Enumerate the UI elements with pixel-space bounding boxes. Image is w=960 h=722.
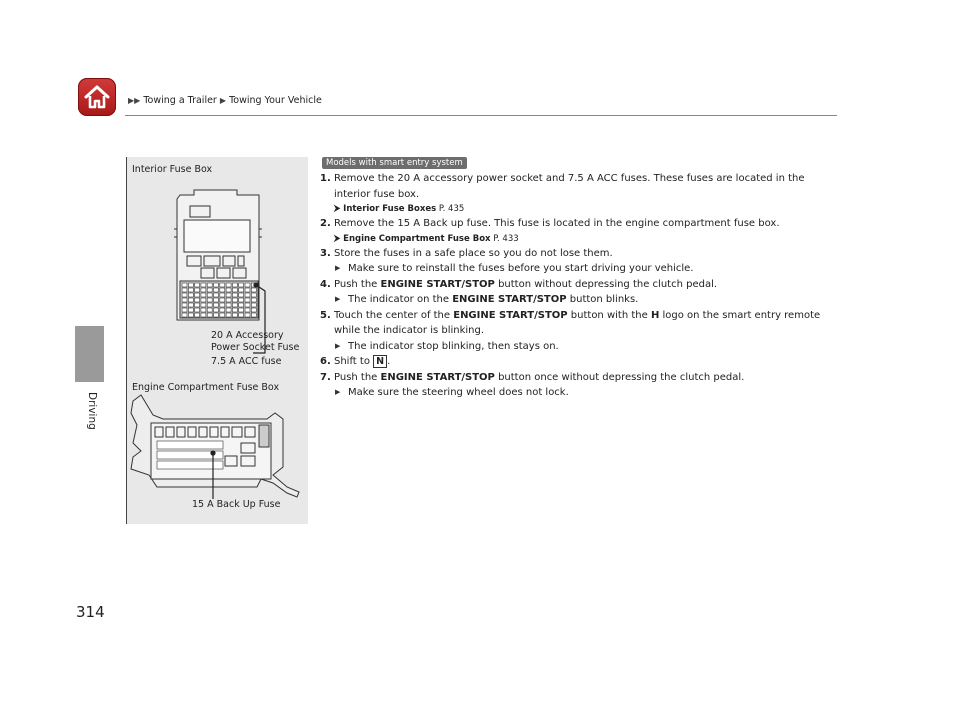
fuse-slot bbox=[239, 293, 244, 297]
cross-reference[interactable] bbox=[320, 202, 840, 216]
fuse-slot bbox=[201, 308, 206, 312]
step-note: ▶ Make sure to reinstall the fuses before you start driving your vehicle. bbox=[334, 261, 840, 277]
fuse-slot bbox=[182, 288, 187, 292]
fuse-slot bbox=[182, 308, 187, 312]
step-number: 1. bbox=[320, 173, 331, 184]
fuse-slot bbox=[245, 303, 250, 307]
fuse-slot bbox=[207, 303, 212, 307]
engine-fuse-box-title: Engine Compartment Fuse Box bbox=[132, 382, 280, 393]
fuse-slot bbox=[245, 283, 250, 287]
step-number: 3. bbox=[320, 247, 331, 259]
fuse-slot bbox=[207, 313, 212, 317]
fuse-slot bbox=[182, 298, 187, 302]
fuse-slot bbox=[226, 288, 231, 292]
step-text: Remove the 15 A Back up fuse. This fuse is located in the engine compartment fuse box. bbox=[334, 218, 780, 229]
fuse-slot bbox=[207, 283, 212, 287]
fuse-slot bbox=[201, 293, 206, 297]
instruction-steps bbox=[320, 171, 840, 401]
back-up-fuse-callout: 15 A Back Up Fuse bbox=[192, 499, 281, 510]
fuse-slot bbox=[214, 293, 219, 297]
fuse-slot bbox=[220, 303, 225, 307]
fuse-slot bbox=[182, 283, 187, 287]
fuse-box-figure bbox=[126, 157, 308, 524]
fuse-slot bbox=[239, 308, 244, 312]
step-note: ▶ The indicator stop blinking, then stays on. bbox=[334, 339, 840, 355]
breadcrumb-item-towing-vehicle[interactable]: Towing Your Vehicle bbox=[229, 95, 322, 106]
step-text: Store the fuses in a safe place so you do not lose them. bbox=[334, 247, 613, 259]
fuse-slot bbox=[251, 293, 256, 297]
fuse-slot bbox=[188, 308, 193, 312]
fuse-slot bbox=[188, 288, 193, 292]
fuse-slot bbox=[188, 303, 193, 307]
step-note bbox=[334, 292, 840, 308]
fuse-slot bbox=[251, 308, 256, 312]
step-text-post: button once without depressing the clutch pedal. bbox=[494, 371, 745, 383]
step-number: 4. bbox=[320, 278, 331, 290]
step-text-pre: Touch the center of the bbox=[334, 309, 454, 321]
fuse-slot bbox=[214, 308, 219, 312]
home-button[interactable] bbox=[78, 78, 116, 116]
model-badge: Models with smart entry system bbox=[322, 157, 467, 169]
breadcrumb-arrow-icon: ▶ bbox=[219, 96, 227, 105]
fuse-slot bbox=[182, 303, 187, 307]
fuse-slot bbox=[245, 288, 250, 292]
section-label: Driving bbox=[86, 392, 98, 430]
fuse-slot bbox=[214, 283, 219, 287]
step-number: 2. bbox=[320, 218, 331, 229]
fuse-slot bbox=[239, 283, 244, 287]
fuse-slot bbox=[232, 313, 237, 317]
breadcrumb bbox=[128, 95, 322, 106]
fuse-slot bbox=[188, 283, 193, 287]
fuse-slot bbox=[188, 313, 193, 317]
step-note: ▶ Make sure the steering wheel does not lock. bbox=[334, 385, 840, 401]
fuse-slot bbox=[226, 293, 231, 297]
fuse-slot bbox=[226, 298, 231, 302]
fuse-slot bbox=[251, 303, 256, 307]
fuse-slot bbox=[207, 298, 212, 302]
fuse-slot bbox=[220, 288, 225, 292]
fuse-slot bbox=[232, 283, 237, 287]
fuse-slot bbox=[201, 313, 206, 317]
step-text-pre: Shift to bbox=[334, 356, 374, 367]
step-text-post: logo on the smart entry remote while the indicator is blinking. bbox=[334, 309, 821, 336]
section-tab[interactable] bbox=[75, 326, 104, 382]
fuse-slot bbox=[182, 293, 187, 297]
fuse-slot bbox=[220, 308, 225, 312]
fuse-slot bbox=[214, 288, 219, 292]
fuse-slot bbox=[232, 298, 237, 302]
step-number: 5. bbox=[320, 309, 331, 321]
interior-fuse-box-title: Interior Fuse Box bbox=[132, 164, 213, 175]
step-text: Remove the 20 A accessory power socket and 7.5 A ACC fuses. These fuses are located in the interior fuse box. bbox=[334, 173, 805, 200]
fuse-slot bbox=[201, 303, 206, 307]
note-text-pre: The indicator on the bbox=[348, 294, 453, 305]
fuse-slot bbox=[201, 288, 206, 292]
fuse-slot bbox=[232, 303, 237, 307]
step-3 bbox=[320, 246, 840, 277]
page-number: 314 bbox=[76, 603, 105, 621]
fuse-slot bbox=[195, 298, 200, 302]
fuse-slot bbox=[245, 293, 250, 297]
fuse-slot bbox=[251, 298, 256, 302]
step-text-pre: Push the bbox=[334, 278, 381, 290]
fuse-slot bbox=[195, 293, 200, 297]
fuse-slot bbox=[239, 303, 244, 307]
fuse-slot bbox=[214, 313, 219, 317]
fuse-slot bbox=[245, 313, 250, 317]
home-icon bbox=[78, 78, 116, 116]
fuse-slot bbox=[245, 298, 250, 302]
reference-label[interactable]: Engine Compartment Fuse Box bbox=[343, 233, 491, 244]
fuse-slot bbox=[207, 293, 212, 297]
step-number: 6. bbox=[320, 356, 331, 367]
fuse-slot bbox=[195, 283, 200, 287]
fuse-slot bbox=[188, 298, 193, 302]
fuse-slot bbox=[207, 288, 212, 292]
fuse-slot bbox=[226, 308, 231, 312]
fuse-slot bbox=[245, 308, 250, 312]
fuse-slot bbox=[195, 308, 200, 312]
fuse-slot bbox=[226, 283, 231, 287]
fuse-slot bbox=[195, 313, 200, 317]
header-divider bbox=[125, 115, 837, 116]
reference-page[interactable]: P. 433 bbox=[493, 233, 519, 244]
fuse-slot bbox=[182, 313, 187, 317]
note-text-post: button blinks. bbox=[566, 294, 639, 305]
step-6 bbox=[320, 354, 840, 370]
fuse-slot bbox=[201, 283, 206, 287]
reference-page[interactable]: P. 435 bbox=[438, 204, 465, 214]
step-text-mid: button with the bbox=[567, 309, 651, 321]
button-name: ENGINE START/STOP bbox=[453, 309, 568, 321]
step-7 bbox=[320, 370, 840, 401]
step-1 bbox=[320, 171, 840, 202]
gear-neutral-key: N bbox=[373, 355, 387, 368]
fuse-slot bbox=[201, 298, 206, 302]
fuse-slot bbox=[251, 313, 256, 317]
fuse-slot bbox=[239, 298, 244, 302]
step-5 bbox=[320, 308, 840, 355]
button-name: ENGINE START/STOP bbox=[380, 278, 495, 290]
button-name: ENGINE START/STOP bbox=[452, 294, 567, 305]
fuse-slot bbox=[239, 288, 244, 292]
fuse-slot bbox=[232, 308, 237, 312]
logo-letter: H bbox=[650, 309, 660, 321]
fuse-slot bbox=[195, 288, 200, 292]
fuse-slot bbox=[232, 293, 237, 297]
fuse-slot bbox=[251, 288, 256, 292]
fuse-slot bbox=[207, 308, 212, 312]
step-text-pre: Push the bbox=[334, 371, 381, 383]
breadcrumb-arrow-icon: ▶▶ bbox=[128, 96, 141, 105]
fuse-slot bbox=[226, 303, 231, 307]
acc-fuse-callout: 7.5 A ACC fuse bbox=[211, 356, 282, 367]
step-text-post: button without depressing the clutch pedal. bbox=[494, 278, 718, 290]
fuse-slot bbox=[226, 313, 231, 317]
step-4 bbox=[320, 277, 840, 308]
step-number: 7. bbox=[320, 371, 331, 383]
fuse-slot bbox=[188, 293, 193, 297]
fuse-slot bbox=[214, 303, 219, 307]
step-text-post: . bbox=[387, 356, 391, 367]
accessory-fuse-callout: 20 A Accessory bbox=[211, 330, 284, 341]
reference-arrow-icon: ⮞ bbox=[334, 233, 341, 244]
fuse-slot bbox=[214, 298, 219, 302]
cross-reference[interactable] bbox=[320, 232, 840, 246]
breadcrumb-item-towing-trailer[interactable]: Towing a Trailer bbox=[143, 95, 217, 106]
fuse-slot bbox=[220, 283, 225, 287]
step-2 bbox=[320, 216, 840, 232]
fuse-slot bbox=[220, 313, 225, 317]
reference-arrow-icon: ⮞ bbox=[334, 204, 341, 214]
fuse-slot bbox=[195, 303, 200, 307]
power-socket-fuse-callout: Power Socket Fuse bbox=[211, 342, 300, 353]
fuse-slot bbox=[220, 293, 225, 297]
fuse-slot bbox=[232, 288, 237, 292]
reference-label[interactable]: Interior Fuse Boxes bbox=[343, 204, 437, 214]
fuse-slot bbox=[220, 298, 225, 302]
button-name: ENGINE START/STOP bbox=[380, 371, 495, 383]
fuse-slot bbox=[239, 313, 244, 317]
